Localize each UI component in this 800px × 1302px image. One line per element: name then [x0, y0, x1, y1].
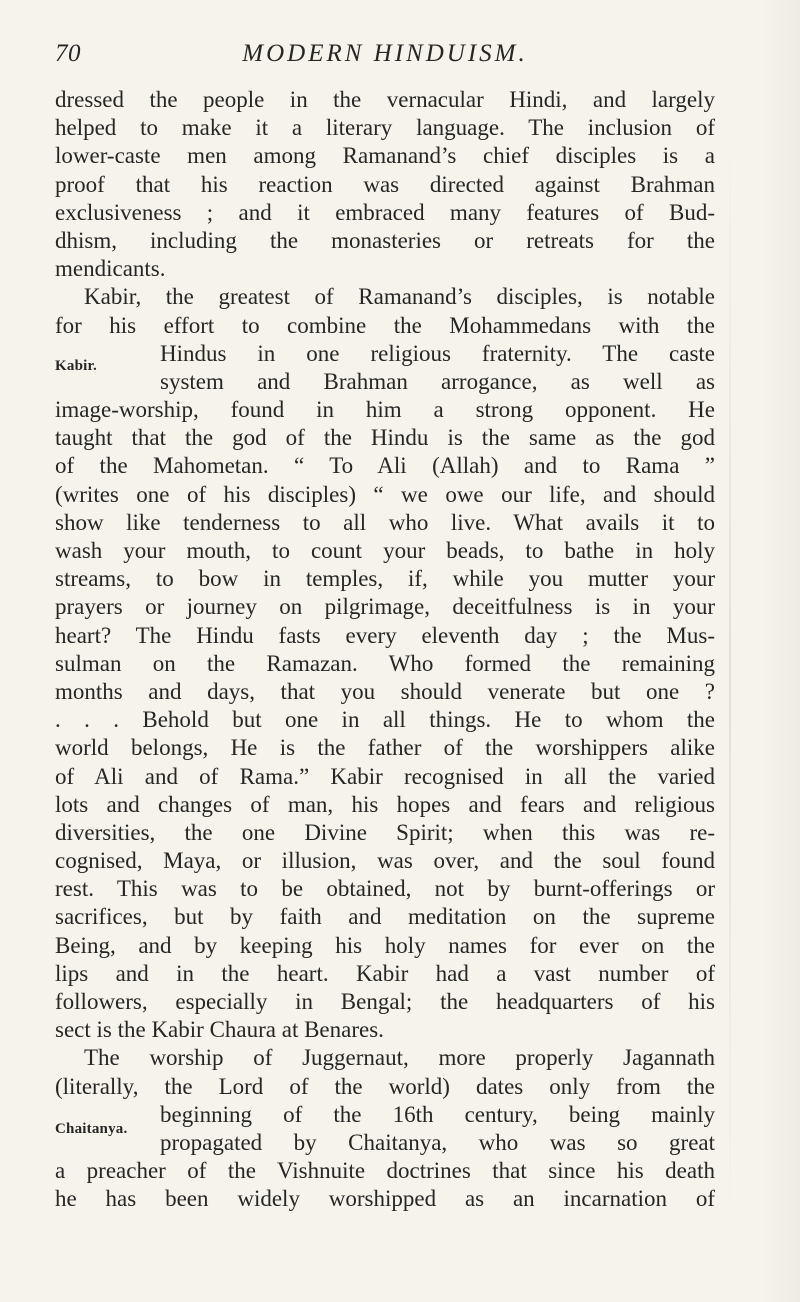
text-line-26: lots and changes of man, his hopes and fears and religious: [55, 791, 715, 817]
text-line-39: a preacher of the Vishnuite doctrines that since his death: [55, 1158, 715, 1184]
text-line-16: show like tenderness to all who live. What avails it to: [55, 509, 715, 535]
text-line-8: Kabir, the greatest of Ramanand’s disciples, is notable: [84, 284, 715, 310]
text-line-17: wash your mouth, to count your beads, to bathe in holy: [55, 538, 715, 563]
text-line-35: The worship of Juggernaut, more properly Jagannath: [84, 1045, 715, 1071]
text-line-28: cognised, Maya, or illusion, was over, and the soul found: [55, 848, 715, 874]
text-line-31: Being, and by keeping his holy names for ever on the: [55, 932, 715, 958]
kabir-marginal-note: Kabir.: [55, 357, 97, 374]
text-line-10: Hindus in one religious fraternity. The caste: [160, 340, 715, 366]
text-line-11: system and Brahman arrogance, as well as: [160, 368, 715, 394]
text-line-6: dhism, including the monasteries or retreats for the: [55, 227, 715, 253]
text-line-29: rest. This was to be obtained, not by burnt-offerings or: [55, 876, 715, 902]
text-line-33: followers, especially in Bengal; the headquarters of his: [55, 989, 715, 1014]
text-line-5: exclusiveness ; and it embraced many features of Bud-: [55, 199, 715, 225]
text-line-34: sect is the Kabir Chaura at Benares.: [55, 1017, 384, 1043]
text-line-30: sacrifices, but by faith and meditation on the supreme: [55, 904, 715, 930]
text-line-37: beginning of the 16th century, being mainly: [160, 1101, 715, 1127]
text-line-1: dressed the people in the vernacular Hindi, and largely: [55, 87, 715, 112]
text-line-19: prayers or journey on pilgrimage, deceitfulness is in your: [55, 594, 715, 620]
text-line-7: mendicants.: [55, 256, 166, 282]
running-head: MODERN HINDUISM.: [242, 40, 528, 67]
chaitanya-marginal-note: Chaitanya.: [55, 1120, 128, 1137]
text-line-32: lips and in the heart. Kabir had a vast number of: [55, 960, 715, 986]
chaitanya-sidenote-block: [55, 1101, 715, 1157]
text-line-36: (literally, the Lord of the world) dates only from the: [55, 1073, 715, 1099]
kabir-sidenote-block: [55, 340, 715, 396]
text-line-4: proof that his reaction was directed against Brahman: [55, 171, 715, 197]
text-line-21: sulman on the Ramazan. Who formed the remaining: [55, 650, 715, 676]
text-line-3: lower-caste men among Ramanand’s chief disciples is a: [55, 143, 715, 169]
text-line-22: months and days, that you should venerate but one ?: [55, 678, 715, 704]
text-line-20: heart? The Hindu fasts every eleventh day ; the Mus-: [55, 622, 715, 648]
page-edge-shadow: [760, 0, 800, 1302]
page-number: 70: [55, 40, 81, 67]
text-line-27: diversities, the one Divine Spirit; when this was re-: [55, 819, 715, 845]
text-line-24: world belongs, He is the father of the worshippers alike: [55, 735, 715, 761]
text-line-2: helped to make it a literary language. The inclusion of: [55, 115, 715, 141]
text-line-12: image-worship, found in him a strong opponent. He: [55, 397, 715, 423]
text-line-9: for his effort to combine the Mohammedans with the: [55, 312, 715, 338]
text-line-38: propagated by Chaitanya, who was so great: [160, 1129, 715, 1155]
paper-grain-mark: [729, 110, 731, 1250]
text-line-40: he has been widely worshipped as an incarnation of: [55, 1186, 715, 1212]
text-line-15: (writes one of his disciples) “ we owe our life, and should: [55, 481, 715, 507]
body-text: [55, 86, 715, 1214]
text-line-23: . . . Behold but one in all things. He to whom the: [55, 707, 715, 733]
page-header: [55, 40, 715, 74]
text-line-18: streams, to bow in temples, if, while you mutter your: [55, 566, 715, 592]
text-line-13: taught that the god of the Hindu is the same as the god: [55, 425, 715, 451]
text-line-25: of Ali and of Rama.” Kabir recognised in all the varied: [55, 763, 715, 789]
text-line-14: of the Mahometan. “ To Ali (Allah) and to Rama ”: [55, 453, 715, 479]
